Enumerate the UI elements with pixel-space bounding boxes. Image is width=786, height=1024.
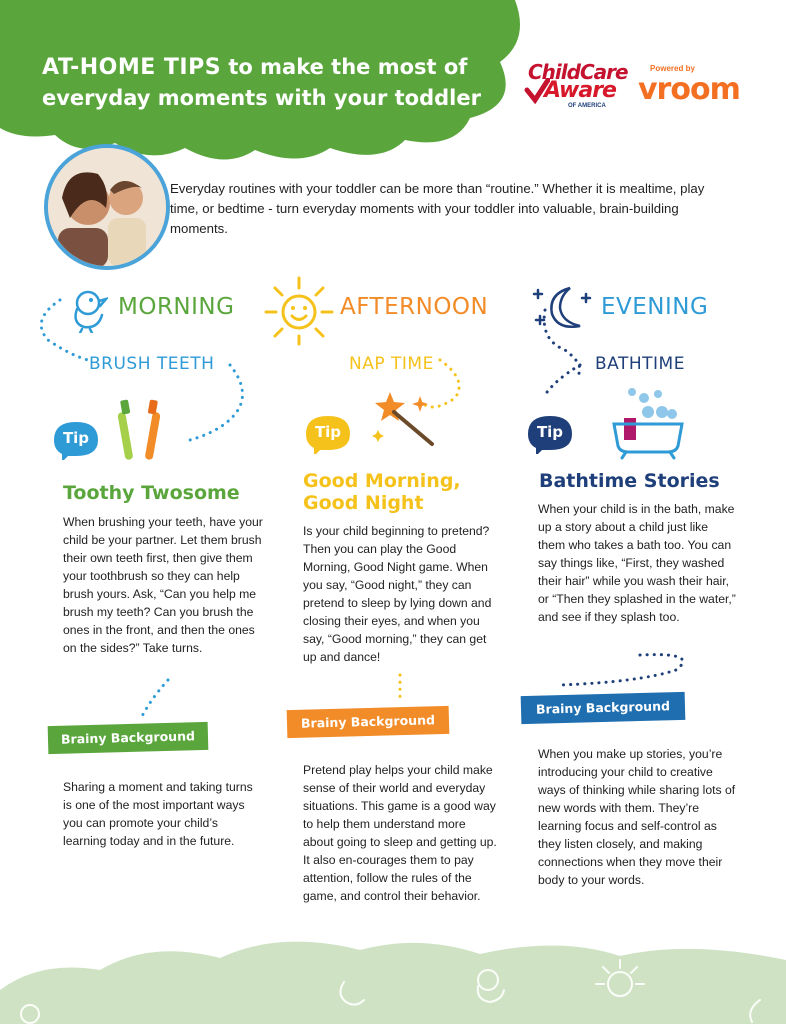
- afternoon-brainy-badge: Brainy Background: [287, 706, 450, 738]
- morning-tip-label-wrap: [50, 420, 102, 460]
- afternoon-tip-title: [303, 470, 461, 514]
- morning-tip-title: Toothy Twosome: [63, 482, 240, 504]
- afternoon-background-text: Pretend play helps your child make sense of their world and everyday situations. This game is a good way to help them understand more about going to sleep and getting up. It also en-courages them to pay attention, follow the rules of the game, and control their behavior.: [303, 763, 497, 903]
- evening-tip-label-wrap: [524, 414, 576, 454]
- childcare-aware-logo: ChildCare Aware OF AMERICA: [522, 56, 627, 112]
- afternoon-activity: NAP TIME: [349, 354, 434, 374]
- evening-tip-label: Tip: [536, 423, 564, 441]
- title-line2: everyday moments with your toddler: [42, 86, 481, 110]
- morning-brainy-badge: Brainy Background: [48, 722, 209, 754]
- vroom-logo: Powered by vroom: [638, 64, 740, 107]
- page-title: [42, 52, 482, 113]
- evening-background-text: When you make up stories, you’re introducing your child to creative ways of thinking while sharing lots of new words with them. They’re learning focus and self-control as they listen closely, and making connections when they move their body to your words.: [538, 747, 736, 887]
- parent-child-photo: [44, 144, 170, 270]
- afternoon-heading: AFTERNOON: [340, 294, 489, 320]
- title-rest: to make the most of: [228, 55, 468, 79]
- morning-tip-body: When brushing your teeth, have your child be your partner. Let them brush their own teeth first, then give them your toothbrush so they can help brush yours. Ask, “Can you help me brush my teeth? Can you brush the ones in the front, and then the ones on the sides?” Take turns.: [63, 515, 263, 655]
- intro-paragraph: Everyday routines with your toddler can be more than “routine.” Whether it is mealtime, play time, or bedtime - turn everyday moments with your toddler into valuable, brain-building moments.: [170, 181, 705, 236]
- evening-brainy-badge: Brainy Background: [521, 692, 686, 724]
- evening-tip-title: Bathtime Stories: [539, 470, 720, 492]
- bird-icon: [66, 287, 108, 333]
- bathtub-icon: [610, 384, 686, 460]
- afternoon-tip-title-line2: Good Night: [303, 492, 424, 514]
- evening-activity: BATHTIME: [595, 354, 685, 374]
- title-highlight: AT-HOME TIPS: [42, 55, 222, 80]
- morning-heading: MORNING: [118, 294, 235, 320]
- evening-tip-body: When your child is in the bath, make up a story about a child just like them who takes a bath too. You can say things like, “First, they washed their hair” while you wash their hair, or “Then they splashed in the water,” and see if they splash too.: [538, 502, 736, 624]
- sun-icon: [262, 276, 336, 346]
- afternoon-tip-label-wrap: [302, 414, 354, 454]
- magic-wand-icon: [370, 388, 440, 448]
- morning-background-text: Sharing a moment and taking turns is one of the most important ways you can promote your child’s learning today and in the future.: [63, 780, 253, 848]
- afternoon-tip-label: Tip: [314, 423, 342, 441]
- evening-heading: EVENING: [601, 294, 709, 320]
- morning-activity: BRUSH TEETH: [89, 354, 215, 374]
- morning-tip-label: Tip: [62, 429, 90, 447]
- footer-cloud-decoration: [0, 930, 786, 1024]
- afternoon-tip-body: Is your child beginning to pretend? Then you can play the Good Morning, Good Night game. When you say, “Good night,” they can pretend to sleep by lying down and closing their eyes, and when you say, “Good morning,” they can get up and dance!: [303, 524, 492, 664]
- moon-stars-icon: [530, 284, 596, 332]
- afternoon-tip-title-line1: Good Morning,: [303, 470, 461, 492]
- toothbrush-icon: [115, 394, 175, 464]
